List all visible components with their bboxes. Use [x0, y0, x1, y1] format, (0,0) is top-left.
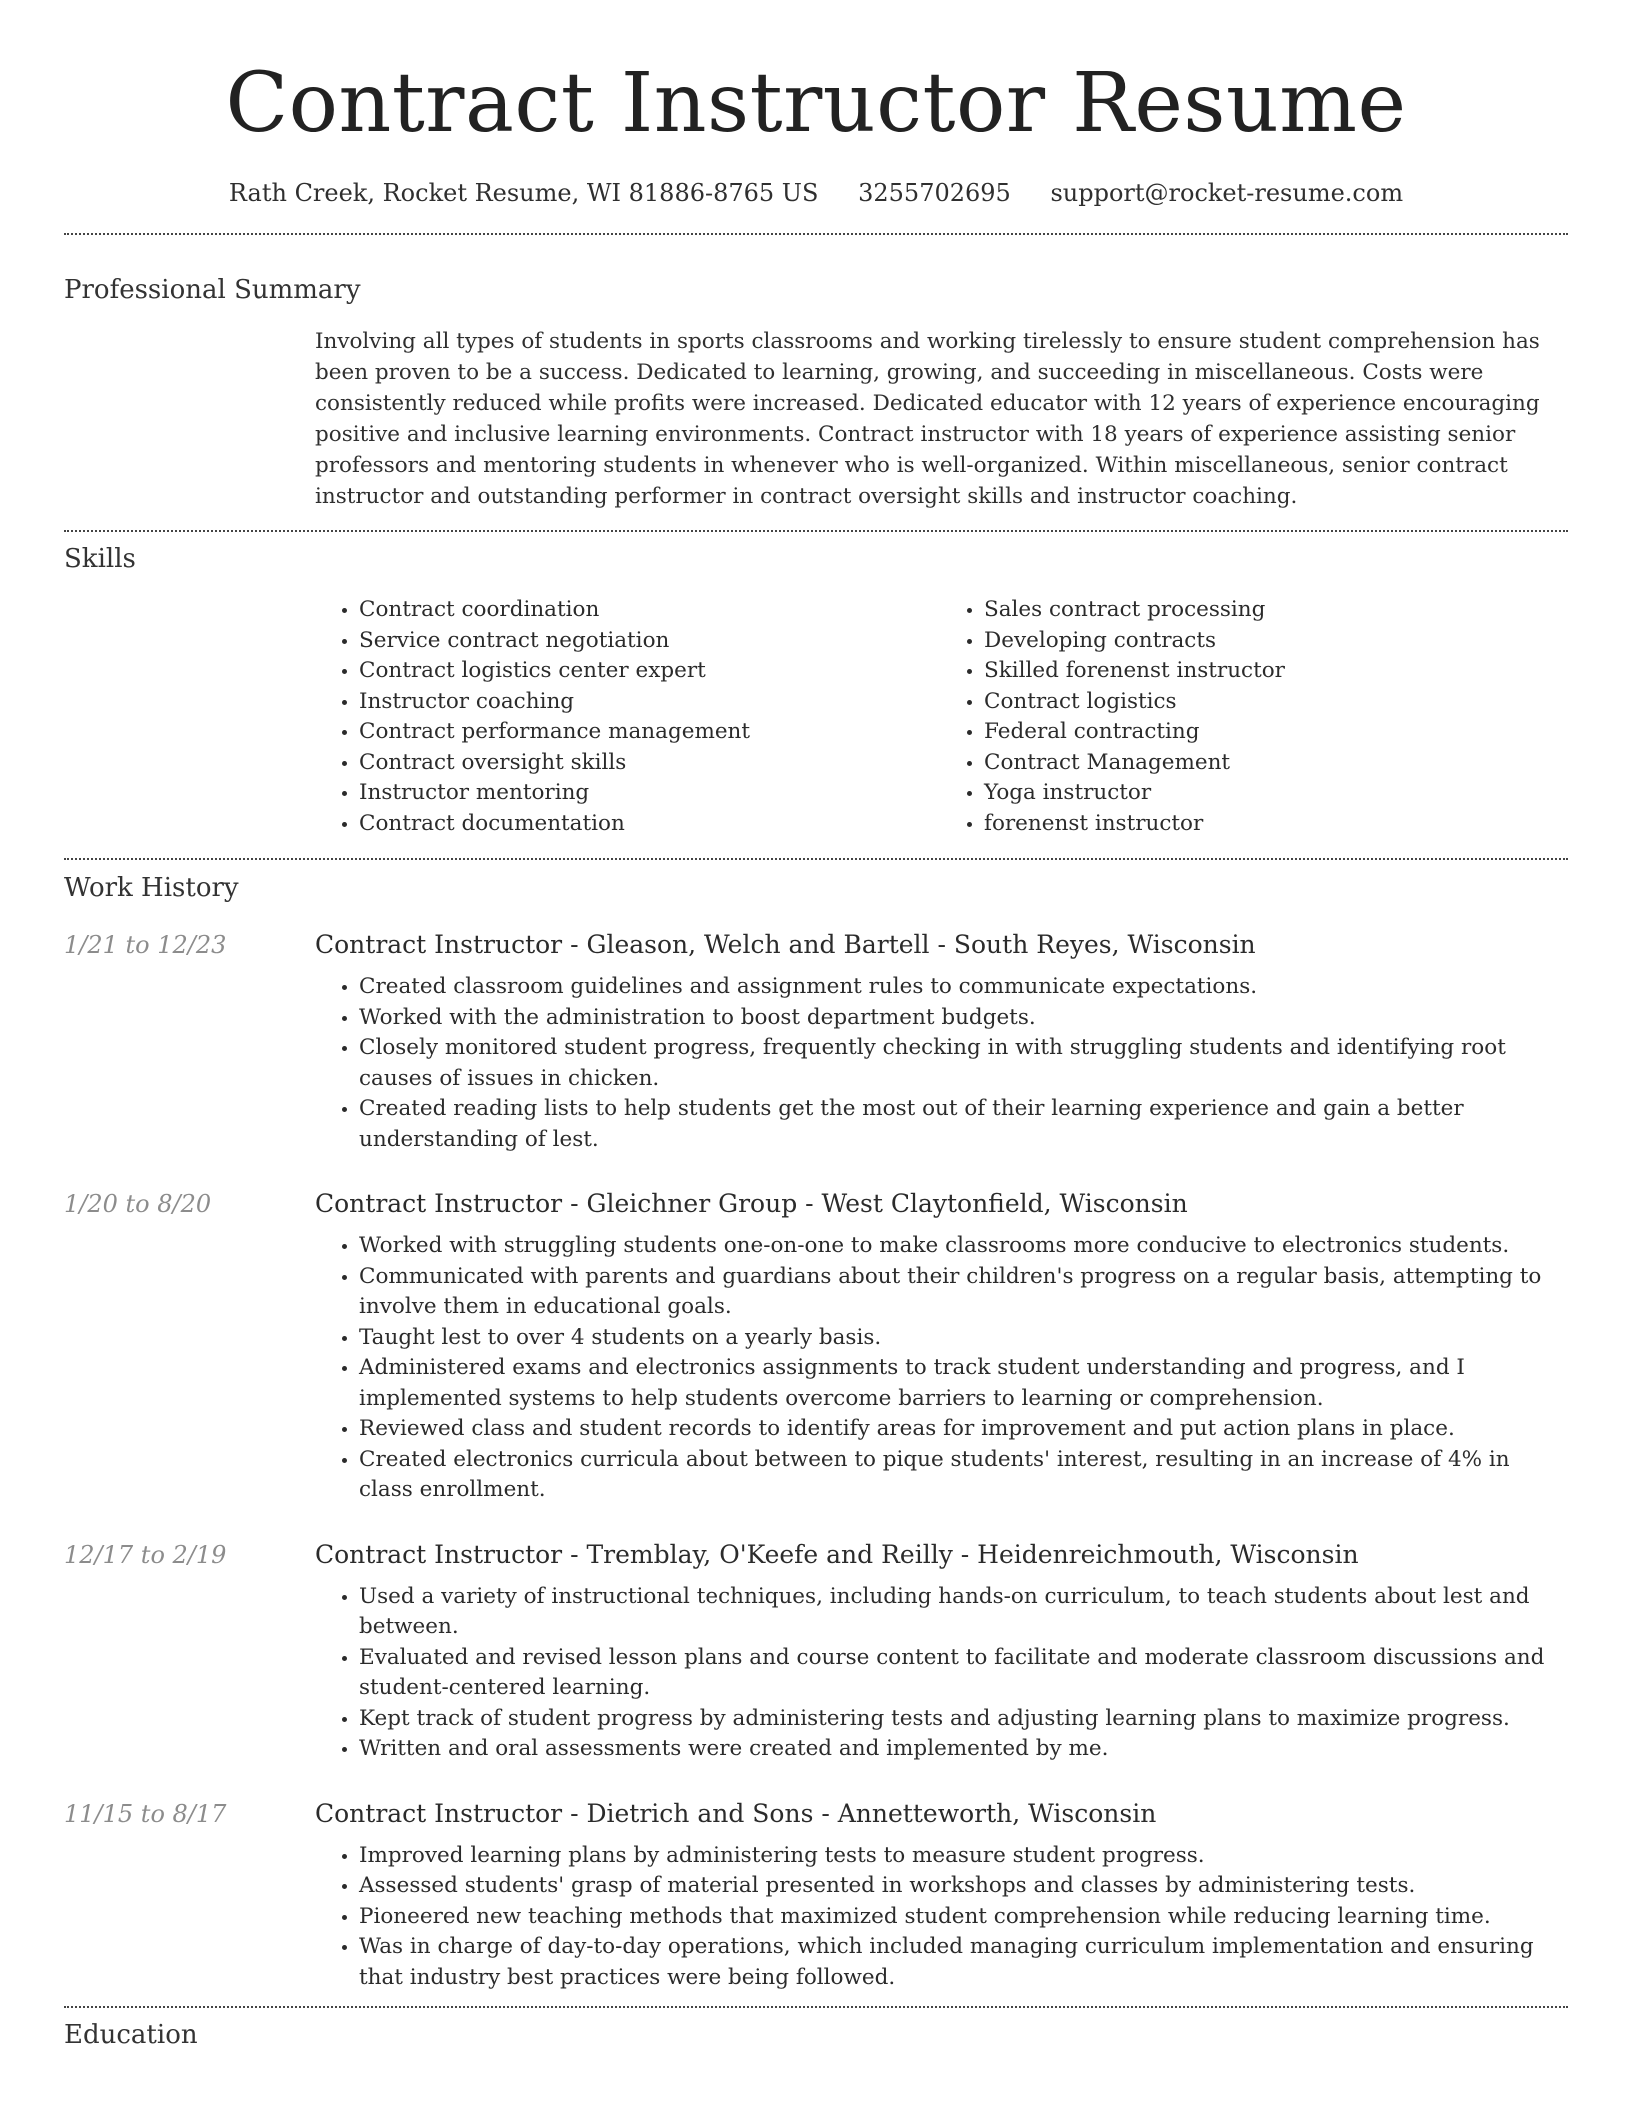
education-section: [64, 2018, 1568, 2052]
resume-title: Contract Instructor Resume: [225, 56, 1407, 151]
skill-item: • Federal contracting: [984, 717, 1565, 748]
job-bullet: • Reviewed class and student records to identify areas for improvement and put action plans in place.: [359, 1414, 1568, 1445]
work-section: [64, 871, 1568, 1993]
skill-item: • Contract logistics center expert: [359, 656, 940, 687]
skill-item: • Yoga instructor: [984, 778, 1565, 809]
job-bullet: • Closely monitored student progress, frequently checking in with struggling students and identifying root causes of issues in chicken.: [359, 1033, 1568, 1094]
contact-phone: 3255702695: [858, 179, 1011, 207]
job-bullet: • Used a variety of instructional techniques, including hands-on curriculum, to teach students about lest and between.: [359, 1582, 1568, 1643]
contact-address: Rath Creek, Rocket Resume, WI 81886-8765 US: [228, 179, 819, 207]
skill-item: • Instructor coaching: [359, 687, 940, 718]
contact-line: [64, 178, 1568, 208]
job-bullet: • Worked with struggling students one-on-one to make classrooms more conducive to electronics students.: [359, 1231, 1568, 1262]
job-title: Contract Instructor - Tremblay, O'Keefe and Reilly - Heidenreichmouth, Wisconsin: [315, 1539, 1359, 1569]
job-bullet: • Written and oral assessments were created and implemented by me.: [359, 1734, 1568, 1765]
job-dates: 1/20 to 8/20: [64, 1190, 212, 1218]
job-bullet: • Communicated with parents and guardians about their children's progress on a regular basis, attempting to involve them in educational goals.: [359, 1262, 1568, 1323]
skill-item: • Skilled forenenst instructor: [984, 656, 1565, 687]
job-bullets: [315, 1582, 1568, 1765]
skill-item: • Contract logistics: [984, 687, 1565, 718]
skills-right-list: [940, 595, 1565, 839]
job-bullet: • Improved learning plans by administering tests to measure student progress.: [359, 1841, 1568, 1872]
job-bullet: • Created reading lists to help students get the most out of their learning experience and gain a better understanding of lest.: [359, 1094, 1568, 1155]
job-bullet: • Assessed students' grasp of material presented in workshops and classes by administering tests.: [359, 1871, 1568, 1902]
skills-grid: [315, 595, 1565, 839]
divider: [64, 2006, 1568, 2008]
job-entry: [64, 1187, 1568, 1506]
job-dates: 1/21 to 12/23: [64, 931, 227, 959]
job-dates: 12/17 to 2/19: [64, 1540, 227, 1569]
job-title: Contract Instructor - Gleason, Welch and Bartell - South Reyes, Wisconsin: [315, 930, 1256, 959]
job-dates: 11/15 to 8/17: [64, 1799, 227, 1828]
summary-heading: Professional Summary: [64, 275, 361, 305]
job-bullet: • Worked with the administration to boost department budgets.: [359, 1003, 1568, 1034]
skill-item: • Contract coordination: [359, 595, 940, 626]
job-entry: [64, 1538, 1568, 1765]
summary-text: Involving all types of students in sports classrooms and working tirelessly to ensure student comprehension has been proven to be a success. Dedicated to learning, growing, and succeeding in miscellaneous. Costs were consistently reduced while profits were increased. Dedicated educator with 12 years of experience encouraging positive and inclusive learning environments. Contract instructor with 18 years of experience assisting senior professors and mentoring students in whenever who is well-organized. Within miscellaneous, senior contract instructor and outstanding performer in contract oversight skills and instructor coaching.: [315, 329, 1540, 509]
job-bullet: • Pioneered new teaching methods that maximized student comprehension while reducing learning time.: [359, 1902, 1568, 1933]
skill-item: • Instructor mentoring: [359, 778, 940, 809]
job-bullets: [315, 1231, 1568, 1506]
skill-item: • Contract Management: [984, 748, 1565, 779]
skill-item: • Developing contracts: [984, 626, 1565, 657]
education-heading: Education: [64, 2020, 198, 2050]
skills-heading: Skills: [64, 544, 136, 574]
skill-item: • Contract documentation: [359, 809, 940, 840]
resume-page: [64, 0, 1568, 2052]
summary-section: [64, 273, 1568, 512]
skills-section: [64, 542, 1568, 839]
job-bullet: • Administered exams and electronics assignments to track student understanding and progress, and I implemented systems to help students overcome barriers to learning or comprehension.: [359, 1353, 1568, 1414]
job-entry: [64, 1797, 1568, 1994]
job-bullet: • Was in charge of day-to-day operations, which included managing curriculum implementation and ensuring that industry best practices were being followed.: [359, 1932, 1568, 1993]
job-bullet: • Evaluated and revised lesson plans and course content to facilitate and moderate classroom discussions and student-centered learning.: [359, 1643, 1568, 1704]
job-bullets: [315, 972, 1568, 1155]
skill-item: • Contract oversight skills: [359, 748, 940, 779]
job-bullet: • Created classroom guidelines and assignment rules to communicate expectations.: [359, 972, 1568, 1003]
work-heading: Work History: [64, 873, 239, 903]
divider: [64, 233, 1568, 235]
job-bullet: • Taught lest to over 4 students on a yearly basis.: [359, 1323, 1568, 1354]
skills-left-list: [315, 595, 940, 839]
job-bullets: [315, 1841, 1568, 1994]
job-bullet: • Kept track of student progress by administering tests and adjusting learning plans to maximize progress.: [359, 1704, 1568, 1735]
job-title: Contract Instructor - Gleichner Group - West Claytonfield, Wisconsin: [315, 1189, 1188, 1218]
skill-item: • Contract performance management: [359, 717, 940, 748]
skill-item: • Service contract negotiation: [359, 626, 940, 657]
contact-email: support@rocket-resume.com: [1050, 179, 1404, 207]
job-entry: [64, 928, 1568, 1155]
divider: [64, 858, 1568, 860]
skill-item: • Sales contract processing: [984, 595, 1565, 626]
job-bullet: • Created electronics curricula about between to pique students' interest, resulting in an increase of 4% in class enrollment.: [359, 1445, 1568, 1506]
divider: [64, 530, 1568, 532]
job-title: Contract Instructor - Dietrich and Sons - Annetteworth, Wisconsin: [315, 1798, 1157, 1828]
skill-item: • forenenst instructor: [984, 809, 1565, 840]
